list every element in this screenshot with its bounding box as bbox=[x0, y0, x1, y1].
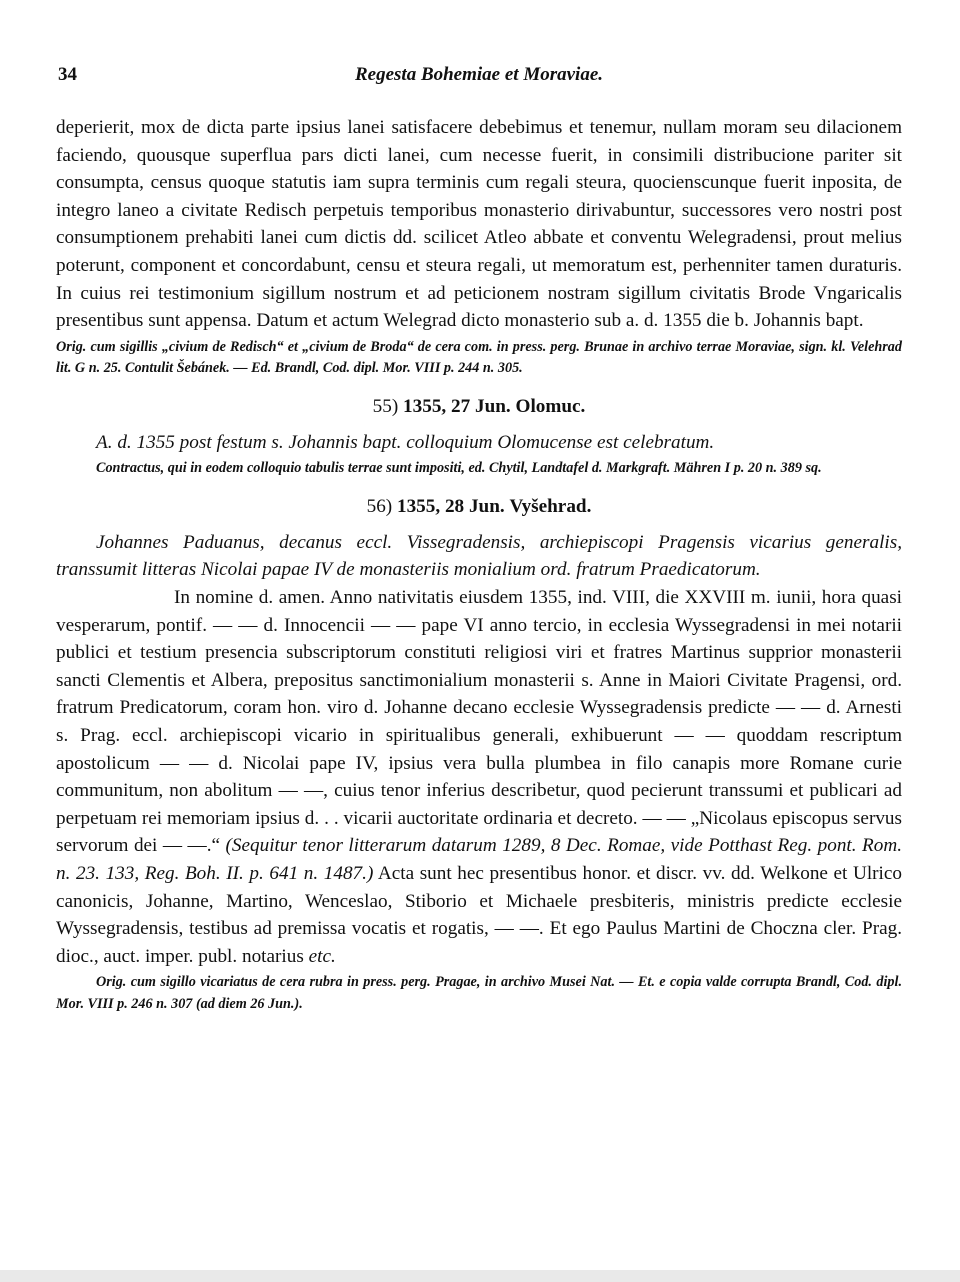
document-56-date: 1355, 28 Jun. bbox=[396, 495, 505, 517]
document-55-note: Contractus, qui in eodem colloquio tabulis terrae sunt impositi, ed. Chytil, Landtafel d. Markgraft. Mähren I p. 20 n. 389 sq. bbox=[96, 460, 822, 477]
document-55-date: 1355, 27 Jun. bbox=[403, 395, 511, 417]
document-56-text-end: Acta sunt hec presentibus honor. et discr. vv. dd. Welkone et Ulrico canonicis, Johanne, Martino, Wenceslao, Stiborio et Michaele presbiteris, ministris predicte ecclesie Wyssegradensis, testibus ad premissa vocatis et rogatis, — —. Et ego Paulus Martini de Choczna cler. Prag. dioc., auct. imper. publ. notarius bbox=[56, 862, 902, 967]
document-page bbox=[56, 64, 902, 1015]
running-title: Regesta Bohemiae et Moraviae. bbox=[354, 64, 604, 85]
document-55-heading bbox=[56, 393, 902, 420]
document-56-text-main: In nomine d. amen. Anno nativitatis eiusdem 1355, ind. VIII, die XXVIII m. iunii, hora quasi vesperarum, pontif. — — d. Innocencii — — pape VI anno tercio, in ecclesia Wyssegradensi in mei notarii publici et testium presencia subscriptorum constituti religiosi viri et fratres Martinus supprior monasterii sancti Clementis et Albera, prepositus sanctimonialium monasterii s. Anne in Maiori Civitate Pragensi, ord. fratrum Predicatorum, coram hon. viro d. Johanne decano ecclesie Wyssegradensis predicte — — d. Arnesti s. Prag. eccl. archiepiscopi vicario in spiritualibus generali, exhibuerunt — — quoddam rescriptum apostolicum — — d. Nicolai pape IV, ipsius vera bulla plumbea in filo canapis more Romane curie communitum, non abolitum — —, cuius tenor inferius describetur, quod pecierunt transsumi et publicari ad perpetuam rei memoriam ipsius d. . . vicarii auctoritate ordinaria et decreto. — — „Nicolaus episcopus servus servorum dei — —.“ bbox=[56, 587, 902, 857]
document-56-note: Orig. cum sigillo vicariatus de cera rubra in press. perg. Pragae, in archivo Musei Nat. — Et. e copia valde corrupta Brandl, Cod. dipl. Mor. VIII p. 246 n. 307 (ad diem 26 Jun.). bbox=[56, 974, 902, 1012]
document-55 bbox=[56, 393, 902, 480]
document-56 bbox=[56, 493, 902, 1016]
document-56-text-etc: etc. bbox=[308, 945, 336, 967]
document-55-place: Olomuc. bbox=[515, 395, 586, 417]
page-bottom-edge bbox=[0, 1270, 960, 1282]
page-number: 34 bbox=[58, 64, 77, 85]
document-56-heading bbox=[56, 493, 902, 520]
document-56-text-italic: (Sequitur tenor litterarum datarum 1289, 8 Dec. Romae, vide Potthast Reg. pont. Rom. n. 23. 133, Reg. Boh. II. p. 641 n. 1487.) bbox=[56, 835, 902, 884]
document-56-text bbox=[56, 584, 902, 970]
document-54-continuation bbox=[56, 114, 902, 380]
document-56-abstract: Johannes Paduanus, decanus eccl. Vissegradensis, archiepiscopi Pragensis vicarius generalis, transsumit litteras Nicolai papae IV de monasteriis monialium ord. fratrum Praedicatorum. bbox=[56, 531, 902, 581]
document-56-place: Vyšehrad. bbox=[509, 495, 592, 517]
document-55-abstract: A. d. 1355 post festum s. Johannis bapt. colloquium Olomucense est celebratum. bbox=[96, 431, 715, 453]
document-55-number: 55) bbox=[372, 395, 399, 417]
page-header bbox=[56, 64, 902, 90]
document-54-text: deperierit, mox de dicta parte ipsius lanei satisfacere debebimus et tenemur, nullam moram seu dilacionem faciendo, quousque superflua pars dicti lanei, cum necesse fuerit, in consimili distribucione pariter sit consumpta, census quoque statutis iam supra terminis cum regali steura, quocienscunque fuerit inposita, de integro laneo a civitate Redisch perpetuis temporibus monasterio dirivabuntur, successores vero nostri post consumptionem prehabiti lanei cum dictis dd. scilicet Atleo abbate et conventu Welegradensi, prout melius poterunt, component et concordabunt, censu et steura regali, ut memoratum est, perhenniter tamen duraturis. In cuius rei testimonium sigillum nostrum et ad peticionem nostram sigillum civitatis Brode Vngaricalis presentibus sunt appensa. Datum et actum Welegrad dicto monasterio sub a. d. 1355 die b. Johannis bapt. bbox=[56, 117, 902, 332]
document-56-number: 56) bbox=[366, 495, 393, 517]
document-54-note: Orig. cum sigillis „civium de Redisch“ et „civium de Broda“ de cera com. in press. perg. Brunae in archivo terrae Moraviae, sign. kl. Velehrad lit. G n. 25. Contulit Šebánek. — Ed. Brandl, Cod. dipl. Mor. VIII p. 244 n. 305. bbox=[56, 338, 902, 377]
